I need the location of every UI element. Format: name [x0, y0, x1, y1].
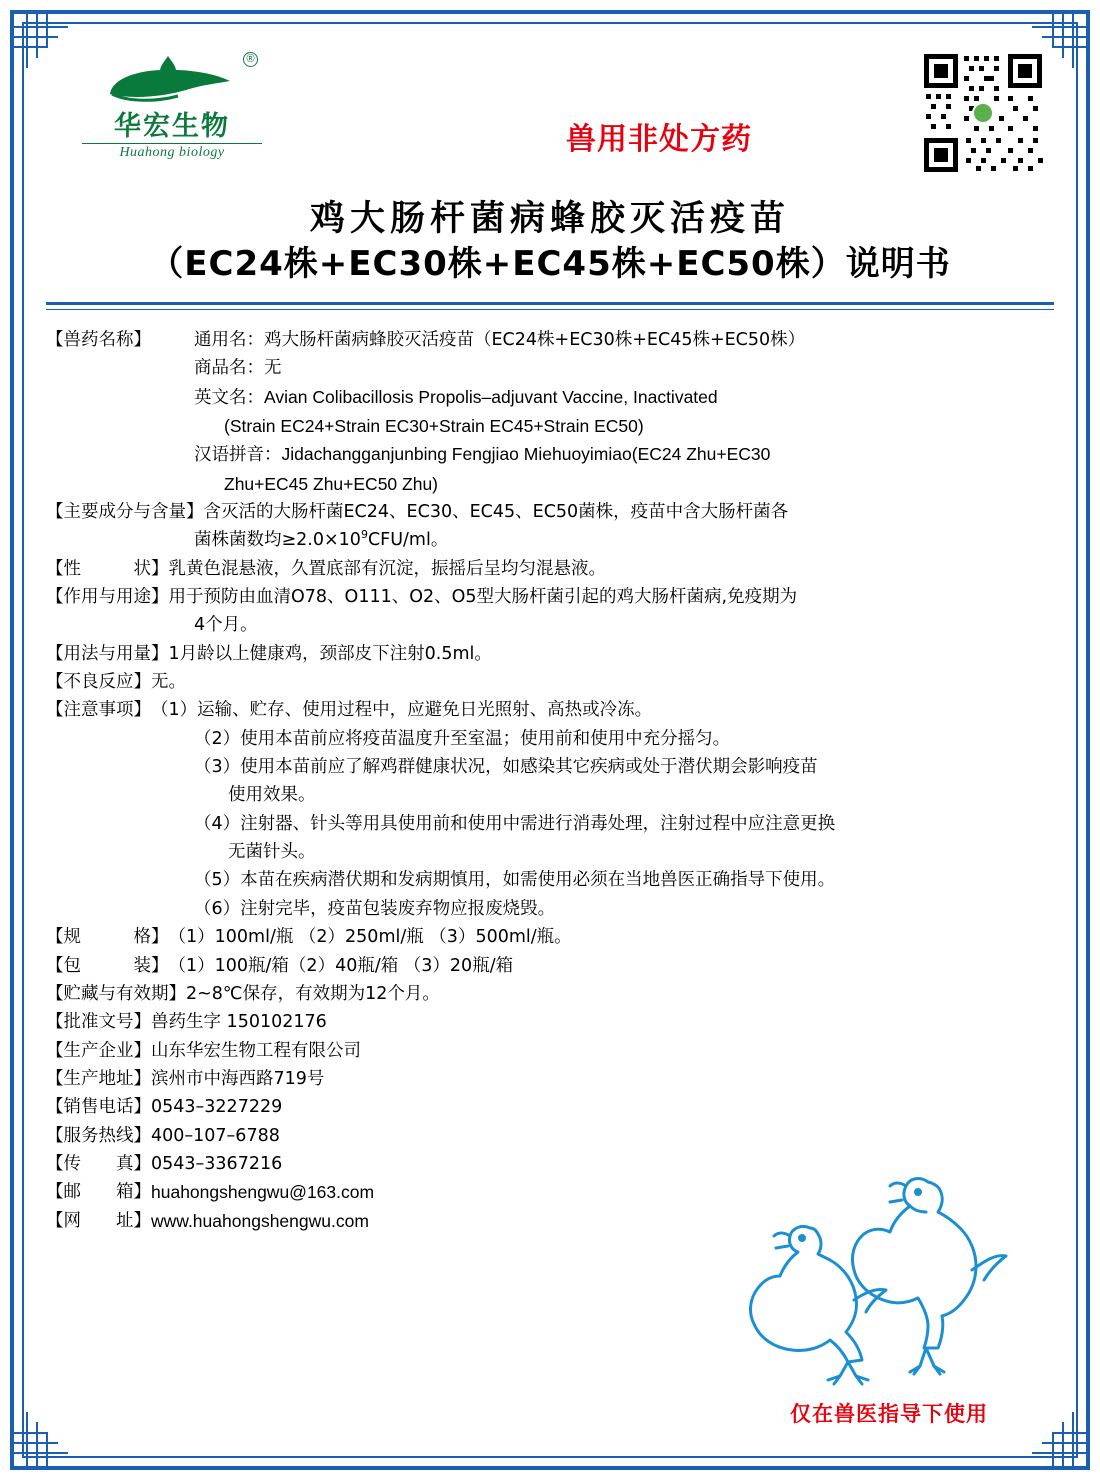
section-indications	[46, 583, 1054, 611]
section-name-label: 【兽药名称】	[46, 329, 151, 350]
section-storage	[46, 980, 1054, 1008]
section-hotline-text: 400–107–6788	[151, 1125, 280, 1146]
section-address-label: 【生产地址】	[46, 1068, 151, 1089]
section-name-pinyin-cont: Zhu+EC45 Zhu+EC50 Zhu)	[224, 473, 439, 494]
precaution-item-3: （3）使用本苗前应了解鸡群健康状况，如感染其它疾病或处于潜伏期会影响疫苗	[194, 757, 818, 778]
company-logo	[82, 50, 262, 161]
precaution-item-1: （1）运输、贮存、使用过程中，应避免日光照射、高热或冷冻。	[151, 700, 653, 721]
section-indications-line2: 4个月。	[194, 615, 258, 636]
section-composition	[46, 498, 1054, 526]
section-specification-text: （1）100ml/瓶 （2）250ml/瓶 （3）500ml/瓶。	[168, 927, 572, 948]
precaution-item-2: （2）使用本苗前应将疫苗温度升至室温；使用前和使用中充分摇匀。	[194, 728, 731, 749]
section-adverse	[46, 668, 1054, 696]
section-indications-line1: 用于预防由血清O78、O111、O2、O5型大肠杆菌引起的鸡大肠杆菌病,免疫期为	[168, 587, 798, 608]
precaution-item-5: （5）本苗在疾病潜伏期和发病期慎用，如需使用必须在当地兽医正确指导下使用。	[194, 870, 836, 891]
document-title	[46, 198, 1054, 286]
section-adverse-text: 无。	[151, 672, 186, 693]
section-packaging-text: （1）100瓶/箱（2）40瓶/箱 （3）20瓶/箱	[168, 955, 514, 976]
section-storage-label: 【贮藏与有效期】	[46, 983, 186, 1004]
section-name-generic: 通用名：鸡大肠杆菌病蜂胶灭活疫苗（EC24株+EC30株+EC45株+EC50株）	[194, 329, 806, 350]
document-content	[46, 36, 1054, 1444]
section-dosage-label: 【用法与用量】	[46, 643, 169, 664]
section-dosage-text: 1月龄以上健康鸡，颈部皮下注射0.5ml。	[168, 643, 492, 664]
leaf-logo-icon	[82, 50, 262, 112]
section-dosage	[46, 640, 1054, 668]
section-email-text[interactable]: huahongshengwu@163.com	[151, 1182, 375, 1203]
precaution-item-3-cont: 使用效果。	[228, 785, 316, 806]
section-indications-label: 【作用与用途】	[46, 587, 169, 608]
section-specification-label: 【规 格】	[46, 927, 169, 948]
qr-code-icon	[922, 52, 1044, 174]
section-hotline	[46, 1122, 1054, 1150]
section-properties-text: 乳黄色混悬液，久置底部有沉淀，振摇后呈均匀混悬液。	[168, 558, 606, 579]
section-website-label: 【网 址】	[46, 1210, 151, 1231]
section-manufacturer-text: 山东华宏生物工程有限公司	[151, 1040, 361, 1061]
section-name-english: 英文名：Avian Colibacillosis Propolis–adjuvant Vaccine, Inactivated	[194, 386, 718, 408]
section-precautions-label: 【注意事项】	[46, 700, 151, 721]
section-sales-phone-text: 0543–3227229	[151, 1097, 283, 1118]
section-precautions	[46, 696, 1054, 724]
section-storage-text: 2~8℃保存，有效期为12个月。	[186, 983, 440, 1004]
veterinary-guidance-note: 仅在兽医指导下使用	[790, 1402, 988, 1426]
document-header	[46, 36, 1054, 196]
section-fax	[46, 1150, 1054, 1178]
section-website	[46, 1207, 1054, 1235]
section-properties-label: 【性 状】	[46, 558, 169, 579]
section-name-english-cont: (Strain EC24+Strain EC30+Strain EC45+Strain EC50)	[224, 415, 644, 436]
brand-name-cn: 华宏生物	[114, 111, 230, 142]
title-divider	[46, 302, 1054, 310]
section-fax-text: 0543–3367216	[151, 1153, 283, 1174]
section-packaging	[46, 952, 1054, 980]
title-line-1: 鸡大肠杆菌病蜂胶灭活疫苗	[309, 199, 790, 239]
section-approval-text: 兽药生字 150102176	[151, 1012, 327, 1033]
section-adverse-label: 【不良反应】	[46, 672, 151, 693]
section-composition-label: 【主要成分与含量】	[46, 502, 204, 522]
section-address-text: 滨州市中海西路719号	[151, 1068, 325, 1089]
section-address	[46, 1065, 1054, 1093]
section-website-link[interactable]: www.huahongshengwu.com	[151, 1210, 369, 1231]
section-email	[46, 1178, 1054, 1206]
section-packaging-label: 【包 装】	[46, 955, 169, 976]
section-name-pinyin: 汉语拼音：Jidachangganjunbing Fengjiao Miehuoyimiao(EC24 Zhu+EC30	[194, 444, 771, 466]
precaution-item-4: （4）注射器、针头等用具使用前和使用中需进行消毒处理，注射过程中应注意更换	[194, 813, 836, 834]
title-line-2: （EC24株+EC30株+EC45株+EC50株）说明书	[149, 243, 951, 284]
section-manufacturer-label: 【生产企业】	[46, 1040, 151, 1061]
section-sales-phone	[46, 1093, 1054, 1121]
registered-trademark-icon: ®	[243, 52, 258, 67]
precaution-item-4-cont: 无菌针头。	[228, 842, 316, 863]
section-name	[46, 326, 1054, 354]
otc-label: 兽用非处方药	[566, 122, 752, 157]
section-approval-label: 【批准文号】	[46, 1012, 151, 1033]
section-composition-line1: 含灭活的大肠杆菌EC24、EC30、EC45、EC50菌株，疫苗中含大肠杆菌各	[203, 502, 789, 522]
section-email-label: 【邮 箱】	[46, 1182, 151, 1203]
section-specification	[46, 923, 1054, 951]
section-composition-line2: 菌株菌数均$\ge 2.0\times 10^9CFU/ml$。	[194, 528, 449, 551]
section-approval	[46, 1008, 1054, 1036]
section-name-trade: 商品名：无	[194, 358, 282, 379]
section-sales-phone-label: 【销售电话】	[46, 1097, 151, 1118]
leaflet-body	[46, 326, 1054, 1235]
section-manufacturer	[46, 1037, 1054, 1065]
section-fax-label: 【传 真】	[46, 1153, 151, 1174]
section-properties	[46, 555, 1054, 583]
brand-name-en: Huahong biology	[82, 143, 262, 161]
section-hotline-label: 【服务热线】	[46, 1125, 151, 1146]
precaution-item-6: （6）注射完毕，疫苗包装废弃物应报废烧毁。	[194, 898, 556, 919]
